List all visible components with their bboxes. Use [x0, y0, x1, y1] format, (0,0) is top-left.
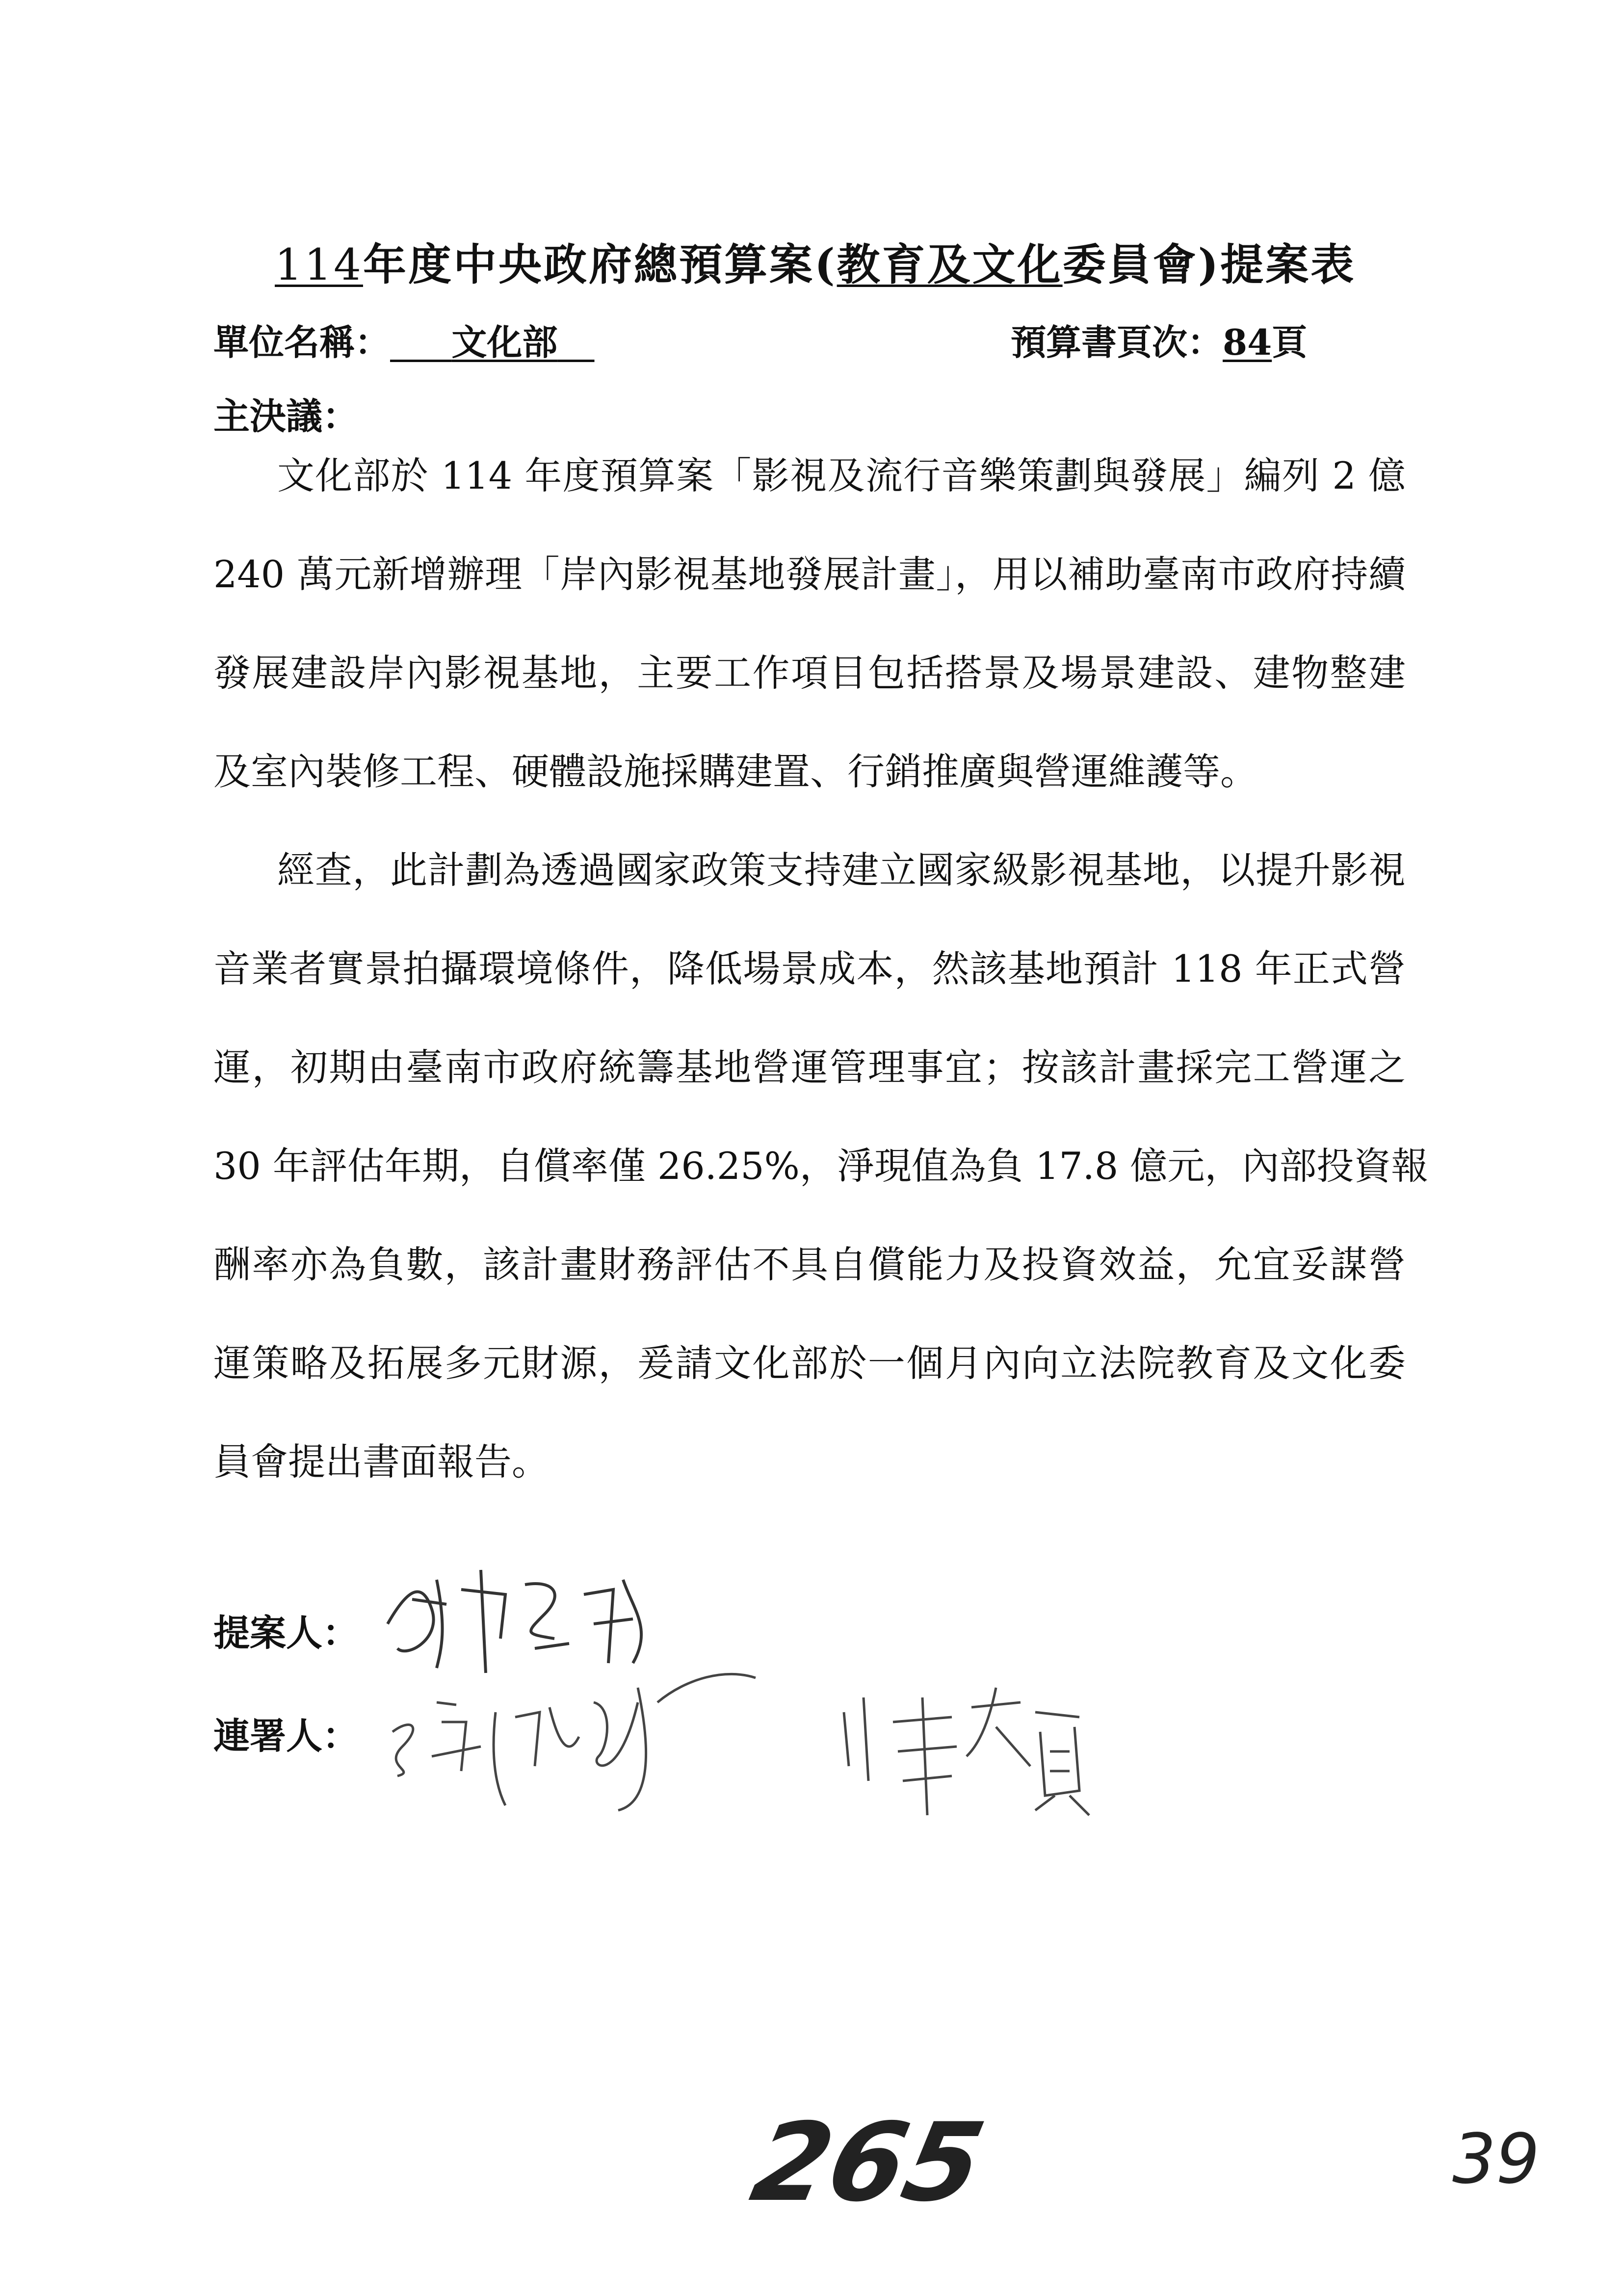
- unit-value: 文化部: [451, 321, 558, 363]
- paragraph-2-line: 員會提出書面報告。: [213, 1440, 549, 1484]
- resolution-body: [213, 451, 1429, 1536]
- cosigner-label: 連署人：: [213, 1715, 359, 1757]
- unit-name-field: [213, 314, 595, 365]
- cosigner-signature-2: [824, 1668, 1099, 1825]
- main-resolution-heading: 主決議：: [213, 395, 359, 438]
- title-year: 114: [275, 239, 363, 290]
- handwritten-sheet-number: 39: [1452, 2119, 1540, 2199]
- paragraph-1-line: 文化部於 114 年度預算案「影視及流行音樂策劃與發展」編列 2 億: [277, 454, 1406, 497]
- unit-label: 單位名稱：: [213, 321, 391, 363]
- page-label: 預算書頁次：: [1011, 321, 1223, 363]
- title-committee: 教育及文化: [837, 239, 1063, 290]
- paragraph-2-line: 酬率亦為負數，該計畫財務評估不具自償能力及投資效益，允宜妥謀營: [213, 1243, 1406, 1286]
- page-unit: 頁: [1272, 321, 1308, 363]
- paragraph-2-line: 運，初期由臺南市政府統籌基地營運管理事宜；按該計畫採完工營運之: [213, 1045, 1406, 1089]
- paragraph-2-line: 30 年評估年期，自償率僅 26.25%，淨現值為負 17.8 億元，內部投資報: [213, 1144, 1429, 1188]
- cosigner-signature-1: [383, 1658, 800, 1815]
- paragraph-2-line: 經查，此計劃為透過國家政策支持建立國家級影視基地，以提升影視: [277, 848, 1406, 892]
- paragraph-2-line: 音業者實景拍攝環境條件，降低場景成本，然該基地預計 118 年正式營: [213, 947, 1406, 991]
- page-value: 84: [1223, 321, 1272, 363]
- document-title: [275, 231, 1356, 292]
- paragraph-1-line: 240 萬元新增辦理「岸內影視基地發展計畫」，用以補助臺南市政府持續: [213, 552, 1406, 596]
- handwritten-page-number: 265: [742, 2100, 995, 2225]
- proposer-label: 提案人：: [213, 1612, 359, 1654]
- paragraph-1-line: 及室內裝修工程、硬體設施採購建置、行銷推廣與營運維護等。: [213, 750, 1257, 793]
- title-suffix: 委員會)提案表: [1062, 239, 1356, 290]
- paragraph-1-line: 發展建設岸內影視基地，主要工作項目包括搭景及場景建設、建物整建: [213, 651, 1406, 695]
- paragraph-2-line: 運策略及拓展多元財源，爰請文化部於一個月內向立法院教育及文化委: [213, 1341, 1406, 1385]
- budget-page-field: [1011, 314, 1307, 365]
- title-prefix: 年度中央政府總預算案(: [363, 239, 837, 290]
